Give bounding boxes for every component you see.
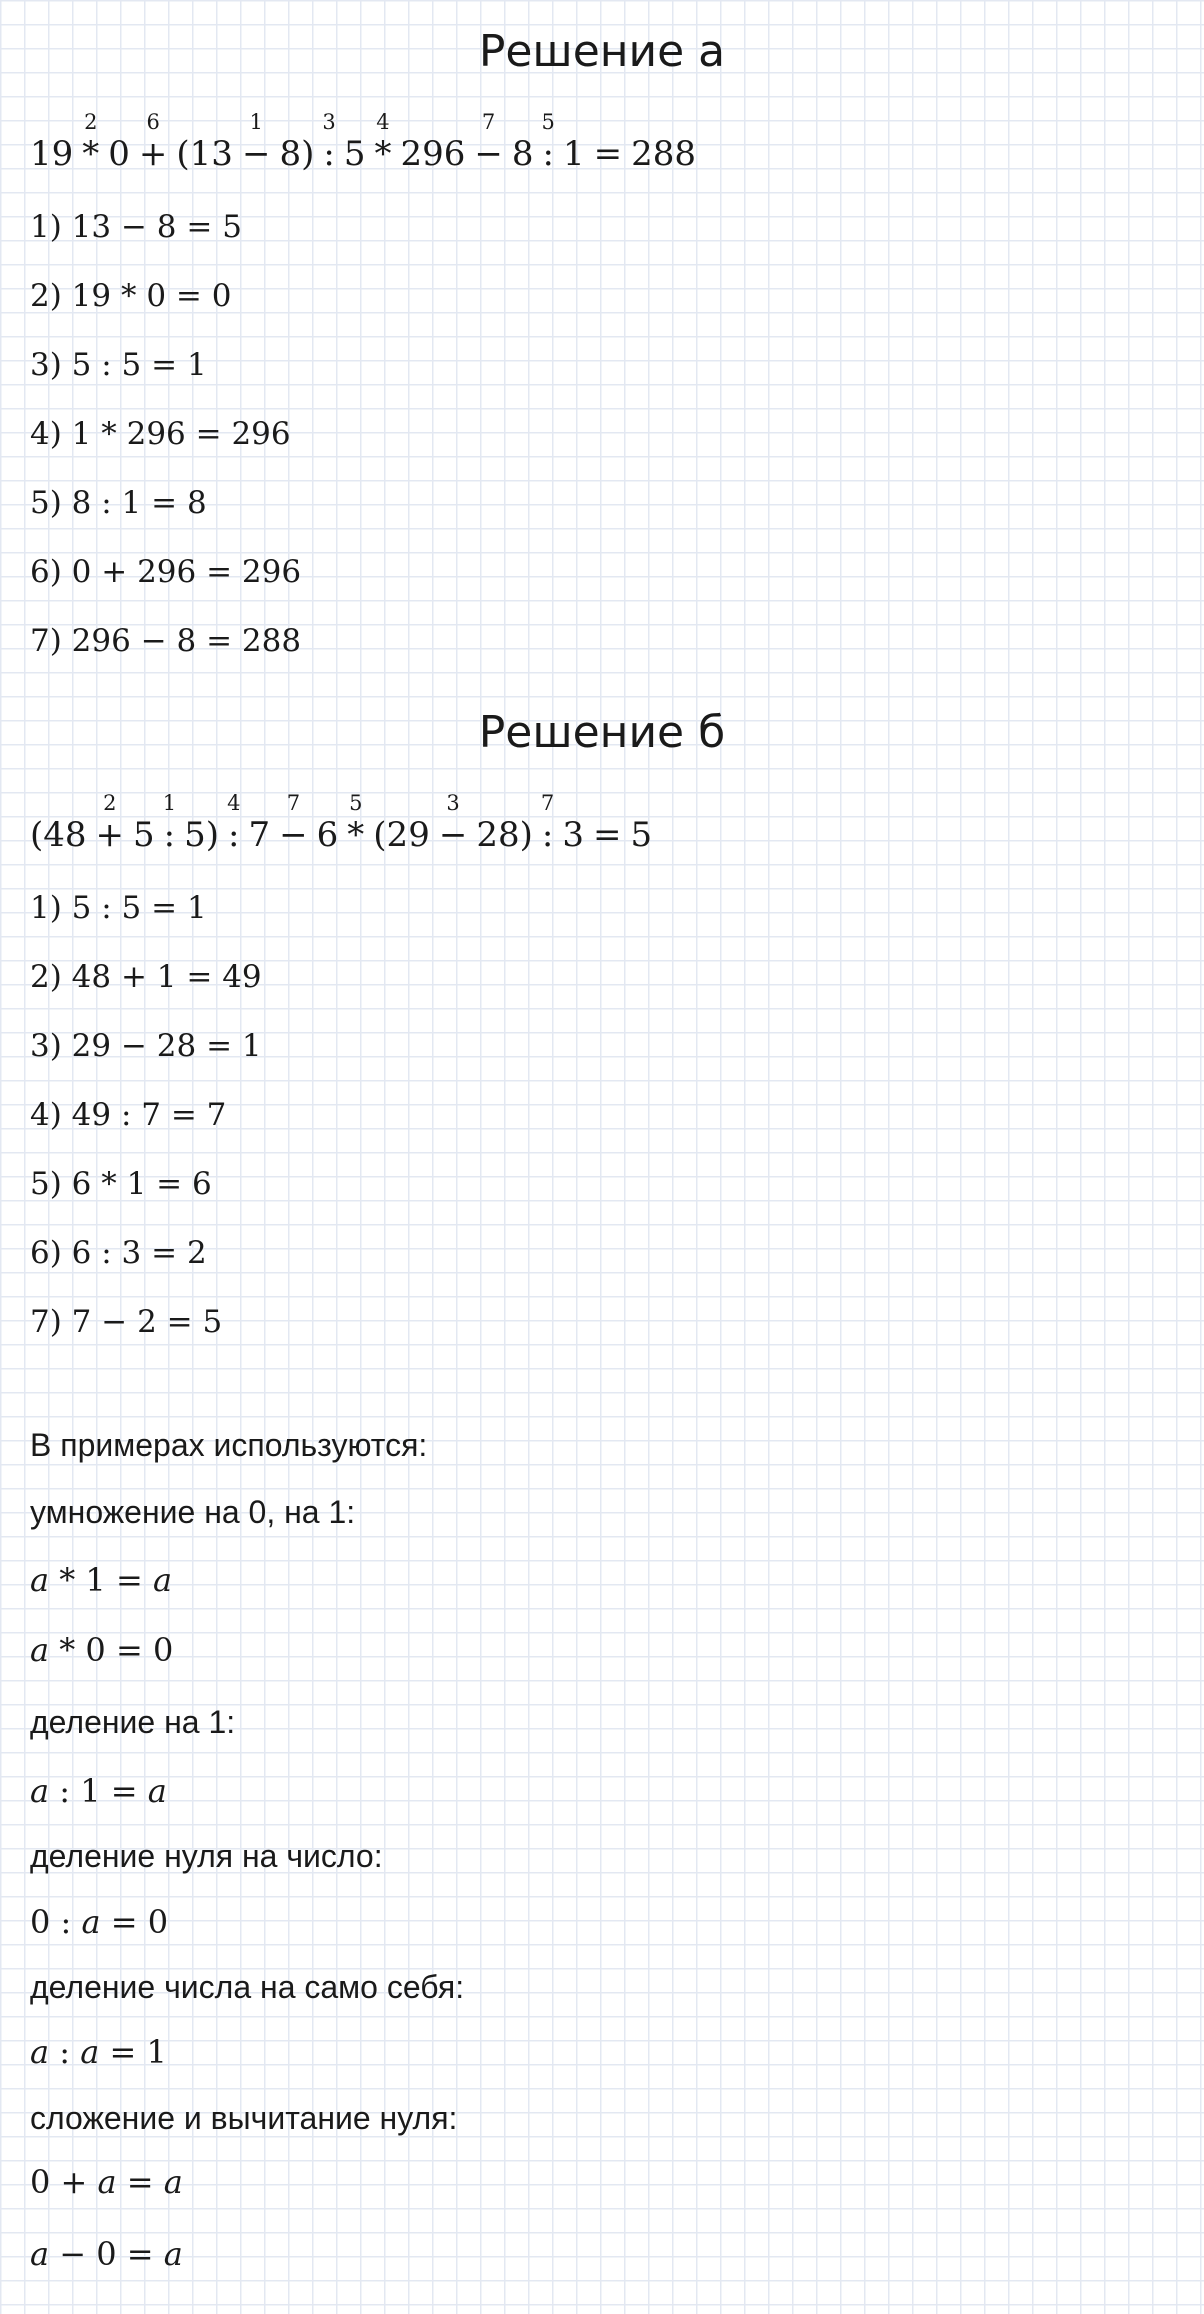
expression-number: 28) (476, 815, 533, 855)
operator-symbol: : (163, 815, 176, 855)
calculation-step: 4) 1 * 296 = 296 (30, 416, 291, 452)
formula-variable: a (152, 1561, 173, 1599)
formula-variable: a (147, 1772, 167, 1810)
formula-text: − 0 = (49, 2235, 164, 2273)
expression-operator (82, 110, 100, 174)
operator-symbol: − (474, 134, 503, 174)
rule-description: сложение и вычитание нуля: (30, 2100, 458, 2136)
calculation-step: 4) 49 : 7 = 7 (30, 1097, 227, 1133)
operator-symbol: − (279, 815, 308, 855)
expression-number: 5 (133, 815, 155, 855)
operator-symbol: * (347, 815, 365, 855)
rules-intro: В примерах используются: (30, 1427, 428, 1463)
calculation-step: 1) 5 : 5 = 1 (30, 890, 207, 926)
operation-order-number: 4 (227, 791, 241, 815)
expression-operator (347, 791, 365, 855)
operator-symbol: * (374, 134, 392, 174)
expression-number: (48 (30, 815, 87, 855)
expression-operator (162, 791, 177, 855)
expression-number: 8) (279, 134, 315, 174)
operation-order-number: 4 (376, 110, 390, 134)
formula-text: = 1 (99, 2033, 167, 2071)
operation-order-number: 2 (103, 791, 117, 815)
expression-number: 1 (562, 134, 585, 174)
expression-operator (322, 110, 336, 174)
calculation-step: 5) 6 * 1 = 6 (30, 1166, 212, 1202)
expression-number: 0 (108, 134, 130, 174)
expression-number: 5) (184, 815, 220, 855)
calculation-step: 5) 8 : 1 = 8 (30, 485, 207, 521)
expression-number: 288 (631, 134, 697, 174)
formula-text: * 1 = (49, 1561, 153, 1599)
calculation-step: 1) 13 − 8 = 5 (30, 209, 242, 245)
expression-number: 7 (248, 815, 271, 855)
operator-symbol: − (438, 815, 468, 855)
formula-variable: a (30, 1631, 50, 1669)
formula-text: : 1 = (49, 1772, 148, 1810)
calculation-step: 7) 7 − 2 = 5 (30, 1304, 223, 1340)
rule-formula (30, 2163, 183, 2201)
formula-text: 0 + (30, 2163, 98, 2201)
operator-symbol: : (542, 134, 554, 174)
operator-symbol: : (323, 134, 335, 174)
calculation-step: 7) 296 − 8 = 288 (30, 623, 302, 659)
formula-variable: a (30, 2033, 50, 2071)
operator-symbol: = (593, 134, 623, 174)
formula-variable: a (163, 2235, 183, 2273)
rule-description: деление нуля на число: (30, 1838, 383, 1874)
expression-operator (241, 110, 271, 174)
calculation-step: 2) 19 * 0 = 0 (30, 278, 232, 314)
operation-order-number: 6 (146, 110, 160, 134)
expression-operator (138, 110, 168, 174)
expression-number: 5 (630, 815, 653, 855)
operator-symbol: * (82, 134, 100, 174)
operation-order-number: 5 (541, 110, 555, 134)
expression-number: (13 (176, 134, 233, 174)
formula-text: : (49, 2033, 81, 2071)
formula-variable: a (30, 1772, 50, 1810)
operator-symbol: + (95, 815, 125, 855)
formula-variable: a (30, 2235, 50, 2273)
operation-order-number: 1 (162, 791, 177, 815)
rule-formula (30, 1561, 173, 1599)
expression-number: 296 (400, 134, 466, 174)
calculation-step: 6) 6 : 3 = 2 (30, 1235, 207, 1271)
formula-text: * 0 = 0 (49, 1631, 174, 1669)
expression-operator (95, 791, 125, 855)
formula-variable: a (163, 2163, 183, 2201)
expression-number: 19 (30, 134, 74, 174)
operation-order-number: 3 (446, 791, 460, 815)
expression-operator (541, 110, 555, 174)
formula-text: = (116, 2163, 164, 2201)
expression-number: 5 (343, 134, 366, 174)
section-a-expression (30, 110, 697, 174)
expression-operator (592, 815, 622, 855)
rule-description: умножение на 0, на 1: (30, 1494, 356, 1530)
operation-order-number: 5 (349, 791, 363, 815)
rule-formula (30, 1772, 167, 1810)
operation-order-number: 7 (481, 110, 496, 134)
expression-number: 3 (562, 815, 584, 855)
operator-symbol: + (138, 134, 168, 174)
rule-formula (30, 1631, 174, 1669)
formula-variable: a (97, 2163, 117, 2201)
calculation-step: 3) 5 : 5 = 1 (30, 347, 207, 383)
operation-order-number: 3 (322, 110, 336, 134)
section-a-title: Решение а (478, 26, 726, 77)
formula-variable: a (80, 2033, 100, 2071)
expression-operator (374, 110, 392, 174)
formula-variable: a (81, 1903, 101, 1941)
rule-description: деление на 1: (30, 1704, 236, 1740)
operation-order-number: 7 (540, 791, 555, 815)
operation-order-number: 2 (84, 110, 98, 134)
rule-formula (30, 2235, 183, 2273)
calculation-step: 6) 0 + 296 = 296 (30, 554, 302, 590)
rule-formula (30, 1903, 169, 1941)
formula-text: 0 : (30, 1903, 82, 1941)
operator-symbol: : (541, 815, 554, 855)
expression-operator (227, 791, 241, 855)
expression-operator (593, 134, 623, 174)
formula-variable: a (30, 1561, 50, 1599)
expression-number: 6 (316, 815, 339, 855)
section-b-title: Решение б (478, 707, 726, 758)
operation-order-number: 1 (249, 110, 263, 134)
calculation-step: 3) 29 − 28 = 1 (30, 1028, 262, 1064)
expression-number: (29 (373, 815, 430, 855)
operator-symbol: : (228, 815, 240, 855)
section-b-expression (30, 791, 653, 855)
expression-operator (540, 791, 555, 855)
formula-text: = 0 (100, 1903, 169, 1941)
expression-operator (474, 110, 503, 174)
rule-formula (30, 2033, 167, 2071)
expression-operator (279, 791, 308, 855)
expression-number: 8 (511, 134, 534, 174)
calculation-step: 2) 48 + 1 = 49 (30, 959, 262, 995)
operator-symbol: − (241, 134, 271, 174)
operation-order-number: 7 (286, 791, 301, 815)
rule-description: деление числа на само себя: (30, 1969, 465, 2005)
operator-symbol: = (592, 815, 622, 855)
expression-operator (438, 791, 468, 855)
